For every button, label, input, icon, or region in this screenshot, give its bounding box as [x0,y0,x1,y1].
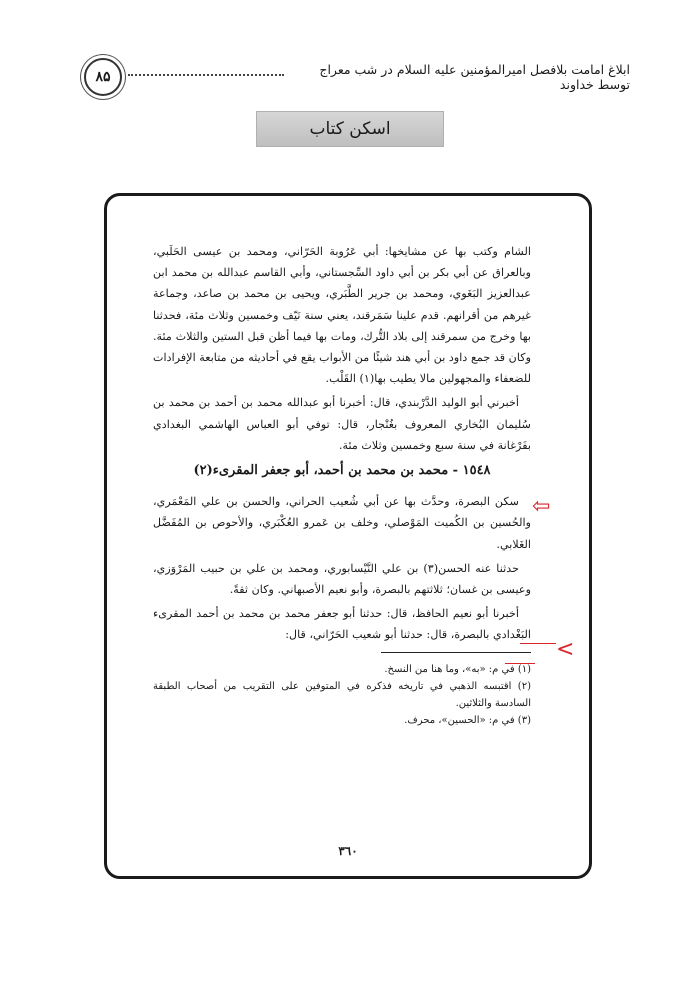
scan-paragraph-2: أخبرني أبو الوليد الدَّرْبندي، قال: أخبرنا أبو عبدالله محمد بن أحمد بن محمد بن سُليمان البُخاري المعروف بغُنْجار، قال: توفي أبو العباس الهاشمي البغدادي بفَرْغانة في سنة سبع وخمسين وثلاث مئة. [153,396,531,452]
red-arrow-icon: ⇦ [532,494,551,519]
scan-paragraph-4: حدثنا عنه الحسن(٣) بن علي النَّيْسابوري، ومحمد بن علي بن حبيب المَرْوَزي، وعيسى بن غسان؛ ثلاثتهم بالبصرة، وأبو نعيم الأصبهاني. وكان ثقةً. [153,561,531,597]
footnote-3: (٣) في م: «الحسين»، محرف. [404,714,531,726]
footnotes [153,661,531,729]
red-underline-thiqa [505,663,535,664]
red-chevron-icon: < [556,637,575,662]
page-number-badge: ۸۵ [84,58,122,96]
book-page-number: ٣٦٠ [338,844,358,858]
scanned-book-page [104,193,592,879]
entry-heading: ١٥٤٨ - محمد بن محمد بن أحمد، أبو جعفر المقرىء(٢) [193,463,491,479]
footnote-1: (١) في م: «به»، وما هنا من النسخ. [384,663,531,675]
scan-paragraph-3: سكن البصرة، وحدَّث بها عن أبي شُعيب الحراني، والحسن بن علي المَعْمَري، والحُسين بن الكُميت المَوْصلي، وخلف بن عَمرو العُكْبَري، والأحوص بن المُفَضَّل الغَلابي. [153,495,531,551]
red-underline-wakana [520,643,556,644]
scan-text-body [153,241,531,729]
scan-paragraph-5: أخبرنا أبو نعيم الحافظ، قال: حدثنا أبو جعفر محمد بن محمد بن أحمد المقرىء البَغْدادي بالبصرة، قال: حدثنا أبو شعيب الحَرّاني، قال: [153,607,531,642]
header-title: ابلاغ امامت بلافصل امیرالمؤمنین علیه السلام در شب معراج توسط خداوند [319,62,630,92]
header-divider [128,74,284,76]
footnote-divider [381,652,531,653]
page-header [70,58,630,92]
scan-paragraph-1: الشام وكتب بها عن مشايخها: أبي عَرُوبة الحَرّاني، ومحمد بن عيسى الحَلَبي، وبالعراق عن أبي بكر بن أبي داود السِّجستاني، وأبي القاسم عبدالله بن محمد ابن عبدالعزيز البَغَوي، ومحمد بن جرير الطَّبَري، ويحيى بن محمد بن صاعد، وجماعة غيرهم من أقرانهم. قدم علينا سَمَرقند، يعني سنة نَيّف وخمسين وثلاث مئة، فحدثنا بها وخرج من سمرقند إلى بلاد التُّرك، ومات بها فيما أظن قبل الستين والثلاث مئة. وكان قد جمع داود بن أبي هند شيئًا من الأبواب يقع في أحاديثه من متابعة الإفرادات للضعفاء والمجهولين مالا يطيب بها(١) القَلْب. [153,245,531,386]
footnote-2: (٢) اقتبسه الذهبي في تاريخه فذكره في المتوفين على التقريب من أصحاب الطبقة السادسة والثلاثين. [153,680,531,709]
scan-label: اسکن کتاب [256,111,444,147]
